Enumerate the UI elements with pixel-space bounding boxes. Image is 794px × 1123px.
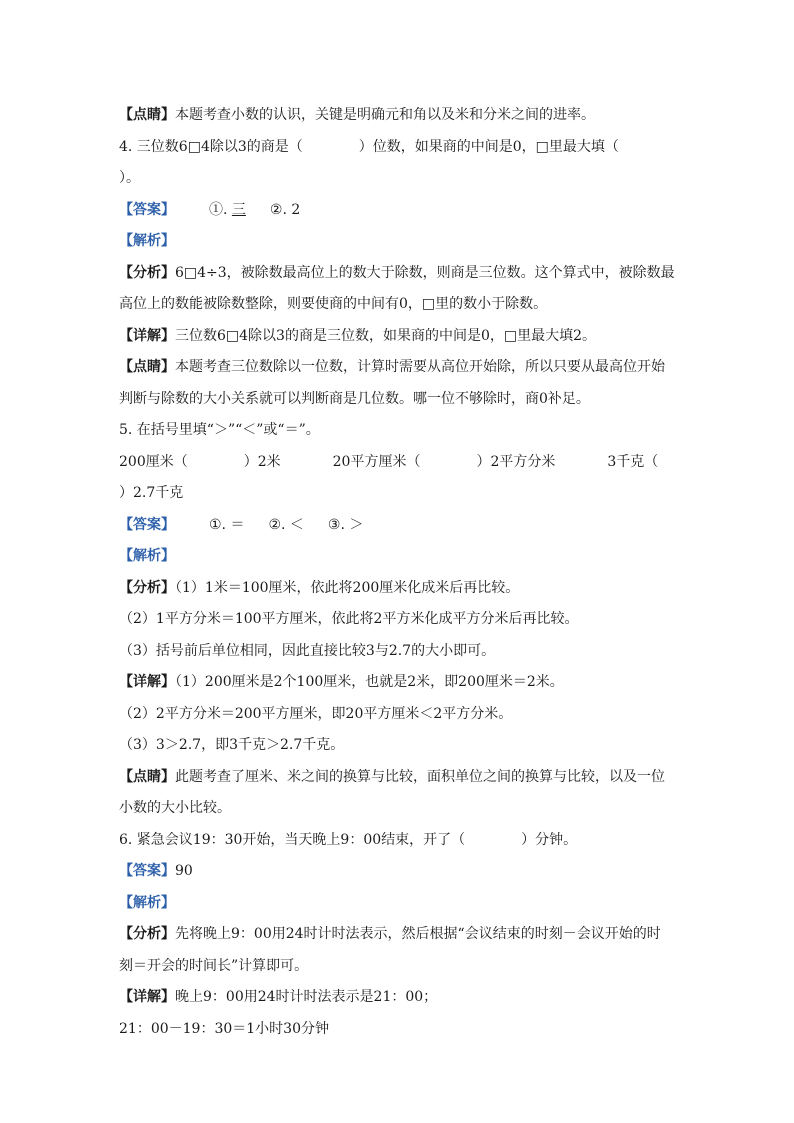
- analysis-heading: [119, 541, 679, 573]
- question-5-items: [119, 447, 679, 479]
- answer-tag: 【答案】: [119, 201, 175, 218]
- answer-tag: 【答案】: [119, 516, 175, 533]
- answer-item-2: ②. ＜: [268, 516, 304, 533]
- answer-item-2: ②. 2: [269, 201, 301, 218]
- question-5-item-1: 200厘米（ ）2米: [119, 453, 281, 470]
- analysis-tag: 【解析】: [119, 233, 175, 249]
- detail-text: 晚上9：00用24时计时法表示是21：00；: [175, 989, 438, 1005]
- question-6: 6. 紧急会议19：30开始，当天晚上9：00结束，开了（ ）分钟。: [119, 831, 578, 848]
- note-text: 此题考查了厘米、米之间的换算与比较，面积单位之间的换算与比较，以及一位: [175, 768, 665, 785]
- answer-tag: 【答案】: [119, 863, 175, 879]
- note-line: [119, 352, 679, 384]
- note-line: [119, 100, 679, 132]
- detail-text: （1）200厘米是2个100厘米，也就是2米，即200厘米＝2米。: [175, 674, 564, 690]
- analysis-text: （1）1米＝100厘米，依此将200厘米化成米后再比较。: [175, 579, 520, 596]
- detail-line: [119, 321, 679, 353]
- detail-line: [119, 667, 679, 699]
- answer-item-1: ①. ＝: [209, 516, 245, 533]
- analysis-line: [119, 919, 679, 951]
- question-5: 5. 在括号里填“＞”“＜”或“＝”。: [119, 422, 320, 438]
- note-tag: 【点睛】: [119, 768, 175, 785]
- analysis-sub-tag: 【分析】: [119, 926, 175, 942]
- note-tag: 【点睛】: [119, 107, 175, 123]
- note-line-continued: 判断与除数的大小关系就可以判断商是几位数。哪一位不够除时，商0补足。: [119, 390, 590, 407]
- analysis-text: 先将晚上9：00用24时计时法表示，然后根据“会议结束的时刻－会议开始的时: [175, 926, 661, 942]
- question-5-item-3: 3千克（: [607, 453, 659, 470]
- note-text: 本题考查三位数除以一位数，计算时需要从高位开始除，所以只要从最高位开始: [175, 359, 665, 375]
- note-line-continued: 小数的大小比较。: [119, 800, 231, 816]
- note-line: [119, 762, 679, 794]
- detail-tag: 【详解】: [119, 674, 175, 690]
- analysis-text: 6□4÷3，被除数最高位上的数大于除数，则商是三位数。这个算式中，被除数最: [175, 264, 675, 281]
- document-page: [119, 100, 679, 1045]
- detail-line-3: （3）3＞2.7，即3千克＞2.7千克。: [119, 737, 345, 753]
- analysis-heading: [119, 888, 679, 920]
- analysis-sub-tag: 【分析】: [119, 264, 175, 281]
- answer-value: 90: [175, 863, 193, 879]
- detail-tag: 【详解】: [119, 327, 175, 344]
- question-4-continued: ）。: [119, 170, 140, 186]
- question-5-item-2: 20平方厘米（ ）2平方分米: [332, 453, 556, 470]
- answer-item-1: ①.: [209, 201, 232, 218]
- analysis-heading: [119, 226, 679, 258]
- detail-text: 三位数6□4除以3的商是三位数，如果商的中间是0，□里最大填2。: [175, 327, 596, 344]
- analysis-sub-tag: 【分析】: [119, 579, 175, 596]
- answer-line: [119, 856, 679, 888]
- note-tag: 【点睛】: [119, 359, 175, 375]
- analysis-line-continued: 高位上的数能被除数整除，则要使商的中间有0，□里的数小于除数。: [119, 296, 548, 312]
- analysis-line: [119, 258, 679, 290]
- detail-line-2: （2）2平方分米＝200平方厘米，即20平方厘米＜2平方分米。: [119, 705, 513, 722]
- note-text: 本题考查小数的认识，关键是明确元和角以及米和分米之间的进率。: [175, 107, 595, 123]
- answer-line: [119, 195, 679, 227]
- analysis-tag: 【解析】: [119, 894, 175, 911]
- question-5-continued: ）2.7千克: [119, 485, 184, 501]
- answer-item-1-value: 三: [231, 201, 246, 218]
- answer-item-3: ③. ＞: [327, 516, 364, 533]
- analysis-line: [119, 573, 679, 605]
- analysis-line-3: （3）括号前后单位相同，因此直接比较3与2.7的大小即可。: [119, 642, 496, 659]
- question-4: 4. 三位数6□4除以3的商是（ ）位数，如果商的中间是0，□里最大填（: [119, 138, 619, 155]
- detail-line: [119, 982, 679, 1014]
- analysis-tag: 【解析】: [119, 548, 175, 564]
- detail-tag: 【详解】: [119, 989, 175, 1005]
- detail-line-2: 21：00－19：30＝1小时30分钟: [119, 1020, 329, 1037]
- analysis-line-2: （2）1平方分米＝100平方厘米，依此将2平方米化成平方分米后再比较。: [119, 611, 579, 627]
- analysis-line-continued: 刻＝开会的时间长”计算即可。: [119, 957, 309, 974]
- answer-line: [119, 510, 679, 542]
